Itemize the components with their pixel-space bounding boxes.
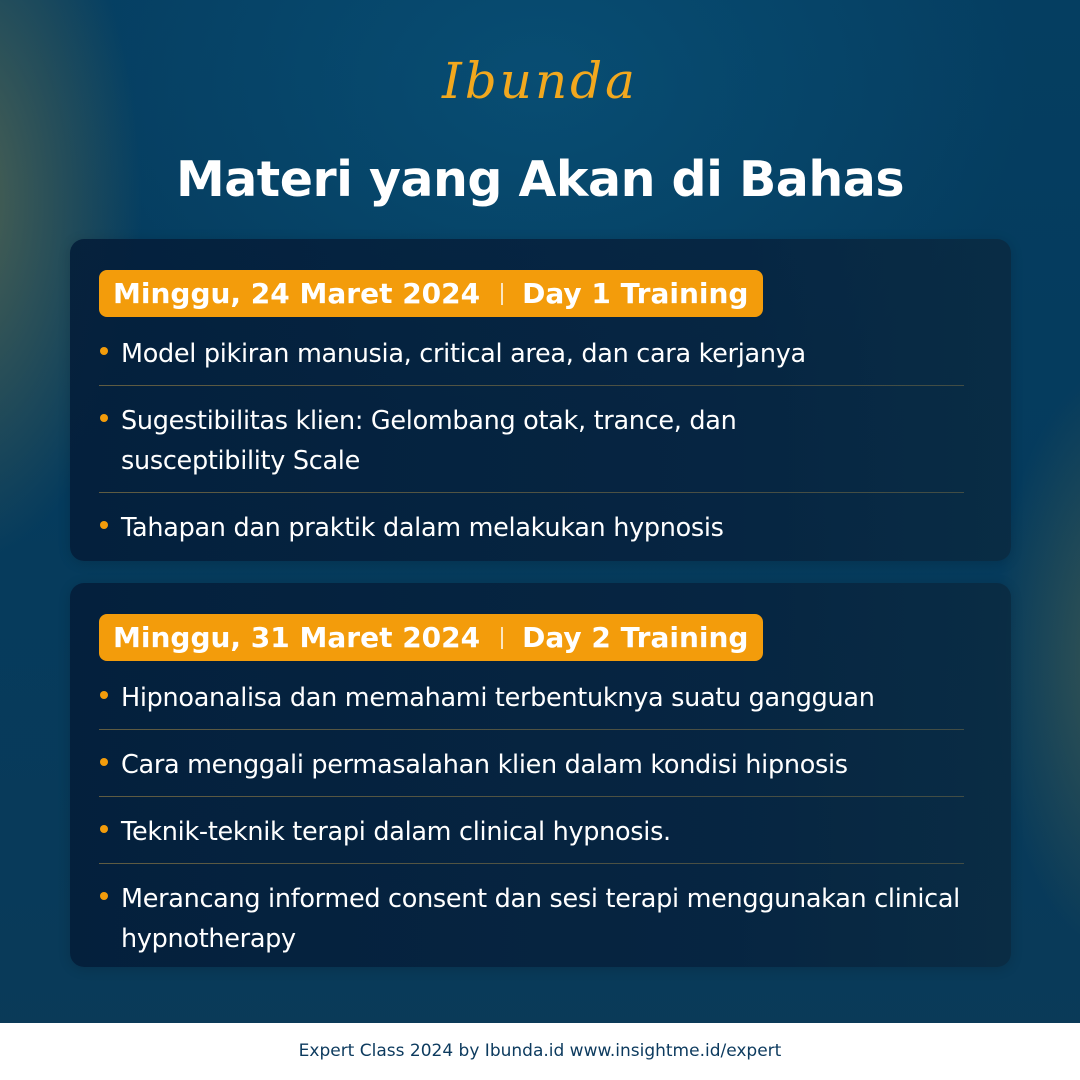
page-title: Materi yang Akan di Bahas <box>175 151 904 208</box>
session-date: Minggu, 31 Maret 2024 <box>113 621 481 654</box>
session-label: Day 2 Training <box>522 621 749 654</box>
topic-item <box>99 864 964 971</box>
topic-item <box>99 493 964 560</box>
topic-item <box>99 730 964 797</box>
bullet-dot-icon <box>100 758 108 766</box>
bullet-dot-icon <box>100 521 108 529</box>
topic-text: Tahapan dan praktik dalam melakukan hypnosis <box>121 513 724 543</box>
bullet-dot-icon <box>100 414 108 422</box>
session-date-pill <box>99 270 763 317</box>
topic-text: Hipnoanalisa dan memahami terbentuknya suatu gangguan <box>121 683 875 713</box>
topic-list <box>99 673 964 971</box>
topic-text: Sugestibilitas klien: Gelombang otak, trance, dan susceptibility Scale <box>121 406 737 476</box>
pill-divider <box>501 283 503 305</box>
footer-bar <box>0 1023 1080 1080</box>
footer-text: Expert Class 2024 by Ibunda.id www.insightme.id/expert <box>298 1041 782 1061</box>
bullet-dot-icon <box>100 825 108 833</box>
topic-text: Cara menggali permasalahan klien dalam kondisi hipnosis <box>121 750 848 780</box>
topic-item <box>99 329 964 386</box>
bullet-dot-icon <box>100 347 108 355</box>
bullet-dot-icon <box>100 691 108 699</box>
topic-item <box>99 673 964 730</box>
topic-item <box>99 386 964 493</box>
ibunda-logo: Ibunda <box>442 52 638 110</box>
topic-item <box>99 797 964 864</box>
session-date: Minggu, 24 Maret 2024 <box>113 277 481 310</box>
topic-text: Merancang informed consent dan sesi terapi menggunakan clinical hypnotherapy <box>121 884 960 954</box>
session-card-day-1 <box>70 239 1011 561</box>
pill-divider <box>501 627 503 649</box>
topic-text: Teknik-teknik terapi dalam clinical hypnosis. <box>121 817 671 847</box>
session-label: Day 1 Training <box>522 277 749 310</box>
session-date-pill <box>99 614 763 661</box>
topic-text: Model pikiran manusia, critical area, dan cara kerjanya <box>121 339 806 369</box>
bullet-dot-icon <box>100 892 108 900</box>
session-card-day-2 <box>70 583 1011 967</box>
topic-list <box>99 329 964 560</box>
